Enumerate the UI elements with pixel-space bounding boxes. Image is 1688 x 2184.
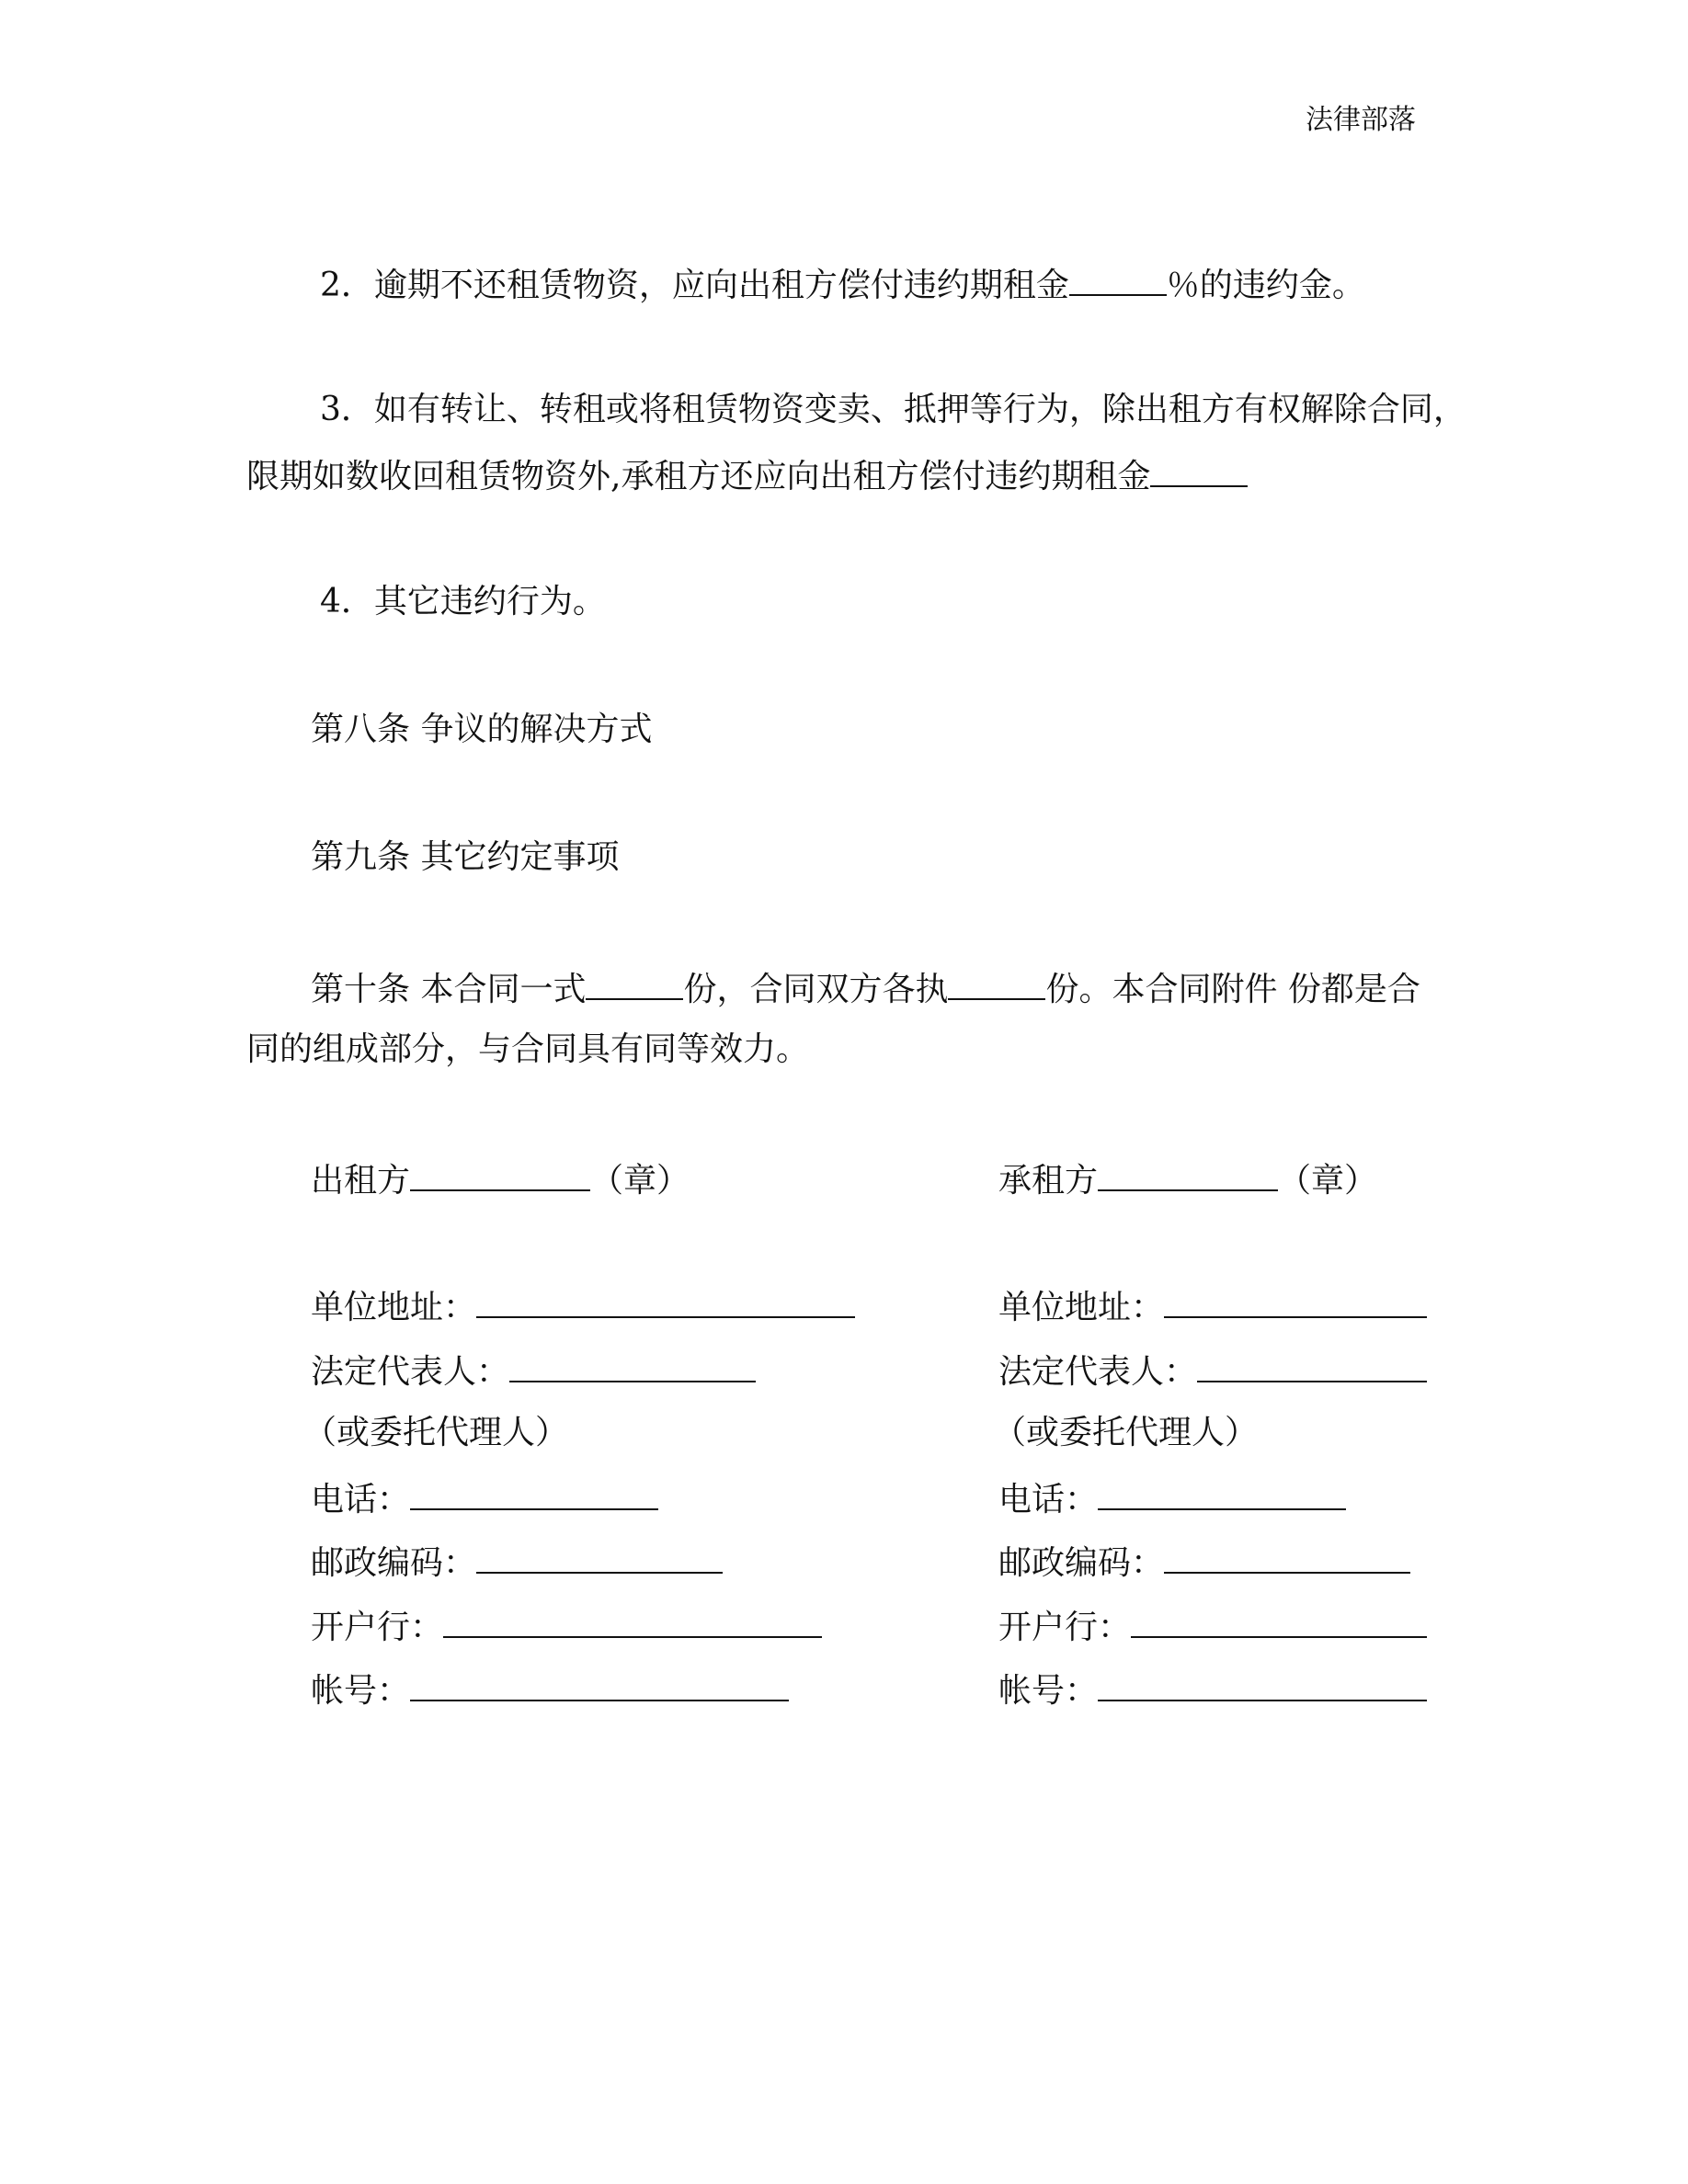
header-title: 法律部落 bbox=[1306, 104, 1416, 136]
lessor-signature bbox=[311, 1158, 690, 1200]
lessor-address-label: 单位地址： bbox=[311, 1289, 477, 1327]
lessor-agent: （或委托代理人） bbox=[303, 1414, 569, 1451]
lessee-bank-blank bbox=[1131, 1605, 1427, 1638]
lessee-account bbox=[998, 1668, 1427, 1711]
lessor-account-blank bbox=[410, 1668, 789, 1701]
lessee-legal-rep-blank bbox=[1197, 1349, 1427, 1382]
clause-4: 4．其它违约行为。 bbox=[320, 583, 606, 620]
penalty-rate-blank-1 bbox=[1069, 261, 1167, 296]
article-10-each-text: 份，合同双方各执 bbox=[683, 971, 949, 1008]
lessee-postcode-blank bbox=[1164, 1541, 1410, 1574]
article-9: 第九条 其它约定事项 bbox=[311, 838, 620, 876]
clause-2-suffix: ％的违约金。 bbox=[1166, 267, 1365, 304]
lessee-phone bbox=[998, 1477, 1346, 1519]
lessee-bank-label: 开户行： bbox=[998, 1609, 1132, 1647]
lessee-legal-rep-label: 法定代表人： bbox=[998, 1353, 1198, 1392]
lessee-postcode-label: 邮政编码： bbox=[998, 1544, 1165, 1583]
lessee-account-blank bbox=[1098, 1668, 1427, 1701]
lessor-seal: （章） bbox=[590, 1162, 690, 1200]
lessee-phone-label: 电话： bbox=[998, 1481, 1099, 1519]
lessee-label: 承租方 bbox=[998, 1162, 1099, 1200]
lessor-bank bbox=[311, 1605, 822, 1647]
clause-3-line-1: 3．如有转让、转租或将租赁物资变卖、抵押等行为，除出租方有权解除合同， bbox=[320, 391, 1466, 428]
lessor-phone-label: 电话： bbox=[311, 1481, 411, 1519]
lessor-label: 出租方 bbox=[311, 1162, 411, 1200]
article-10-line-1 bbox=[311, 965, 1497, 1009]
clause-2-text: 2．逾期不还租赁物资，应向出租方偿付违约期租金 bbox=[320, 267, 1069, 304]
lessor-account-label: 帐号： bbox=[311, 1672, 411, 1711]
copies-blank bbox=[586, 965, 683, 1000]
lessor-bank-blank bbox=[443, 1605, 822, 1638]
lessor-account bbox=[311, 1668, 789, 1711]
lessor-postcode-blank bbox=[476, 1541, 723, 1574]
lessor-postcode bbox=[311, 1541, 723, 1583]
lessee-seal: （章） bbox=[1278, 1162, 1378, 1200]
lessee-bank bbox=[998, 1605, 1427, 1647]
lessor-bank-label: 开户行： bbox=[311, 1609, 444, 1647]
article-10-copies-text: 第十条 本合同一式 bbox=[311, 971, 587, 1008]
lessor-phone bbox=[311, 1477, 658, 1519]
lessee-account-label: 帐号： bbox=[998, 1672, 1099, 1711]
lessee-address-label: 单位地址： bbox=[998, 1289, 1165, 1327]
lessor-legal-rep bbox=[311, 1349, 756, 1392]
article-10-line-2: 同的组成部分，与合同具有同等效力。 bbox=[246, 1030, 810, 1068]
lessee-agent: （或委托代理人） bbox=[993, 1414, 1259, 1451]
lessee-address bbox=[998, 1285, 1427, 1327]
clause-3-text: 限期如数收回租赁物资外,承租方还应向出租方偿付违约期租金 bbox=[246, 458, 1151, 495]
lessor-phone-blank bbox=[410, 1477, 658, 1510]
lessee-name-blank bbox=[1098, 1158, 1278, 1191]
lessor-legal-rep-label: 法定代表人： bbox=[311, 1353, 510, 1392]
lessor-legal-rep-blank bbox=[509, 1349, 756, 1382]
article-10-attachment-text: 份。本合同附件 份都是合 bbox=[1045, 971, 1420, 1008]
lessor-name-blank bbox=[410, 1158, 590, 1191]
article-8: 第八条 争议的解决方式 bbox=[311, 711, 653, 748]
lessor-address bbox=[311, 1285, 855, 1327]
penalty-rate-blank-2 bbox=[1150, 452, 1248, 487]
each-copies-blank bbox=[948, 965, 1045, 1000]
clause-2 bbox=[320, 261, 1506, 305]
lessee-signature bbox=[998, 1158, 1377, 1200]
lessee-legal-rep bbox=[998, 1349, 1427, 1392]
lessee-phone-blank bbox=[1098, 1477, 1346, 1510]
lessee-postcode bbox=[998, 1541, 1410, 1583]
lessee-address-blank bbox=[1164, 1285, 1427, 1318]
lessor-postcode-label: 邮政编码： bbox=[311, 1544, 477, 1583]
lessor-address-blank bbox=[476, 1285, 855, 1318]
clause-3-line-2 bbox=[246, 452, 1432, 496]
